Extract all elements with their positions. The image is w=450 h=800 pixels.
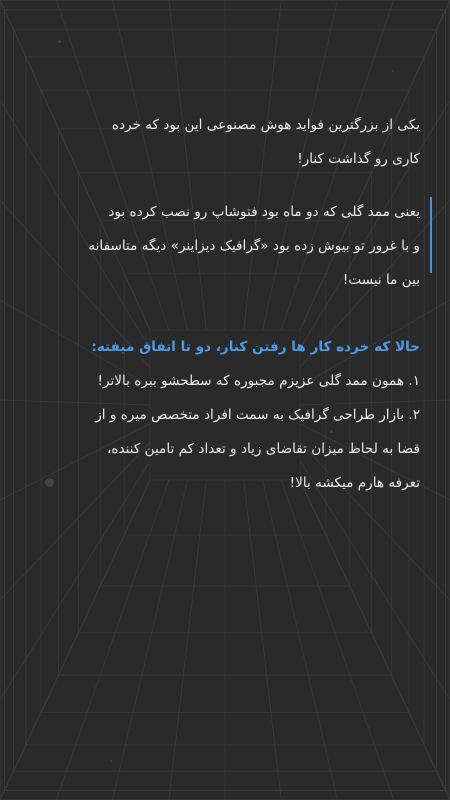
grid-line	[281, 480, 394, 800]
dust-speck	[58, 40, 61, 43]
quote-paragraph	[34, 195, 432, 297]
section-heading: حالا که خرده کار ها رفتن کنار، دو تا اتفاق میفته:	[91, 339, 420, 355]
grid-line	[300, 480, 450, 800]
quote-accent-bar	[430, 197, 432, 273]
quote-line: بین ما نیست!	[342, 272, 420, 288]
quote-line: یعنی ممد گلی که دو ماه بود فتوشاپ رو نصب کرده بود	[108, 204, 420, 220]
intro-paragraph	[34, 108, 420, 176]
consequence-list	[34, 364, 420, 500]
list-line: قضا به لحاظ میزان تقاضای زیاد و تعداد کم تامین کننده،	[106, 441, 420, 457]
list-line: ۲. بازار طراحی گرافیک به سمت افراد متخصص میره و از	[95, 407, 420, 423]
dust-speck	[392, 70, 394, 72]
list-line: ۱. همون ممد گلی عزیزم مجبوره که سطحشو ببره بالاتر!	[97, 373, 420, 389]
intro-line: یکی از بزرگترین فواید هوش مصنوعی این بود که خرده	[111, 117, 420, 133]
quote-line: و با غرور تو بیوش زده بود «گرافیک دیزاینر» دیگه متاسفانه	[88, 238, 420, 254]
grid-line	[244, 480, 282, 800]
dust-speck	[110, 760, 112, 762]
grid-line	[0, 480, 150, 800]
intro-line: کاری رو گذاشت کنار!	[297, 151, 420, 167]
post-text	[34, 108, 420, 500]
grid-line	[169, 480, 207, 800]
list-line: تعرفه هارم میکشه بالا!	[289, 475, 420, 491]
grid-line	[56, 480, 169, 800]
